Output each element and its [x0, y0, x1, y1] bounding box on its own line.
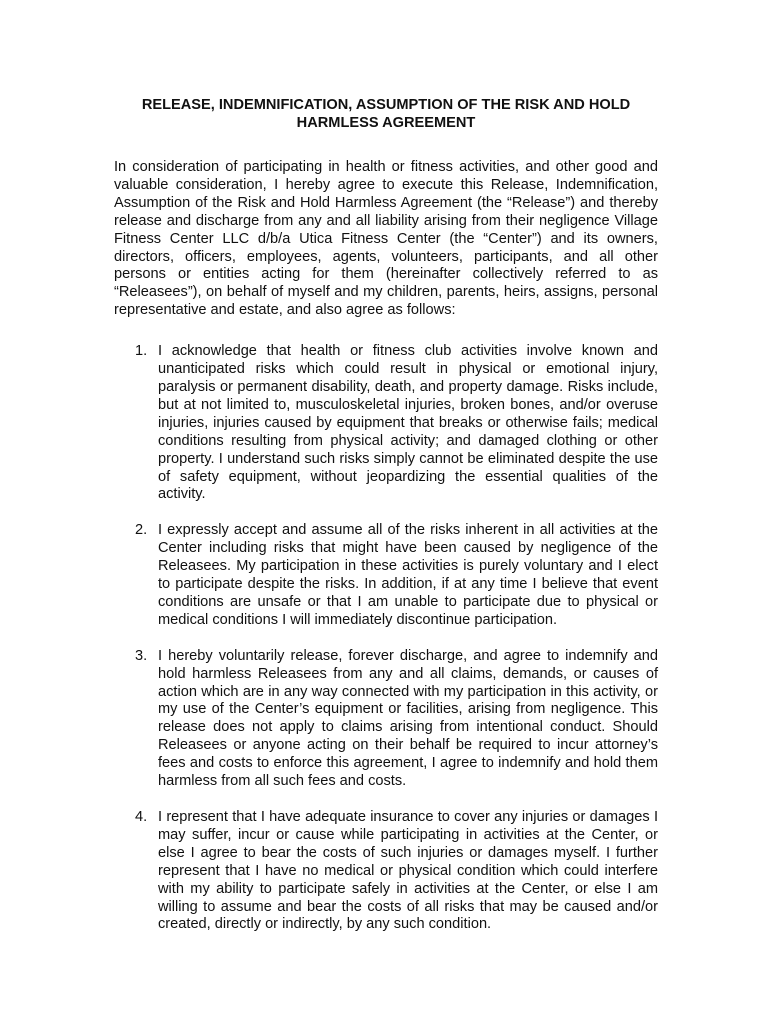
document-title	[114, 96, 658, 132]
item-number: 1.	[135, 343, 148, 360]
title-line-2: HARMLESS AGREEMENT	[296, 115, 476, 131]
list-item	[114, 522, 658, 629]
item-text: I hereby voluntarily release, forever discharge, and agree to indemnify and hold harmless Releasees from any and all claims, demands, or causes of action which are in any way connected with my participation in this activity, or my use of the Center’s equipment or facilities, arising from negligence. This release does not apply to claims arising from intentional conduct. Should Releasees or anyone acting on their behalf be required to incur attorney’s fees and costs to enforce this agreement, I agree to indemnify and hold them harmless from all such fees and costs.	[158, 647, 658, 790]
item-number: 3.	[135, 647, 148, 664]
title-line-1: RELEASE, INDEMNIFICATION, ASSUMPTION OF THE RISK AND HOLD	[141, 97, 631, 113]
list-item	[114, 343, 658, 504]
item-text: I represent that I have adequate insurance to cover any injuries or damages I may suffer, incur or cause while participating in activities at the Center, or else I agree to bear the costs of such injuries or damages myself. I further represent that I have no medical or physical condition which could interfere with my ability to participate safely in activities at the Center, or else I am willing to assume and bear the costs of all risks that may be caused and/or created, directly or indirectly, by any such condition.	[158, 809, 658, 933]
list-item	[114, 809, 658, 934]
intro-paragraph: In consideration of participating in health or fitness activities, and other good and valuable consideration, I hereby agree to execute this Release, Indemnification, Assumption of the Risk and Hold Harmless Agreement (the “Release”) and thereby release and discharge from any and all liability arising from their negligence Village Fitness Center LLC d/b/a Utica Fitness Center (the “Center”) and its owners, directors, officers, employees, agents, volunteers, participants, and all other persons or entities acting for them (hereinafter collectively referred to as “Releasees”), on behalf of myself and my children, parents, heirs, assigns, personal representative and estate, and also agree as follows:	[114, 159, 658, 319]
terms-list	[114, 343, 658, 934]
item-text: I expressly accept and assume all of the risks inherent in all activities at the Center including risks that might have been caused by negligence of the Releasees. My participation in these activities is purely voluntary and I elect to participate despite the risks. In addition, if at any time I believe that event conditions are unsafe or that I am unable to participate due to physical or medical conditions I will immediately discontinue participation.	[158, 522, 658, 628]
item-text: I acknowledge that health or fitness club activities involve known and unanticipated risks which could result in physical or emotional injury, paralysis or permanent disability, death, and property damage. Risks include, but at not limited to, musculoskeletal injuries, broken bones, and/or overuse injuries, injuries caused by equipment that breaks or otherwise fails; medical conditions resulting from physical activity; and damaged clothing or other property. I understand such risks simply cannot be eliminated despite the use of safety equipment, without jeopardizing the essential qualities of the activity.	[158, 343, 658, 503]
item-number: 2.	[135, 522, 148, 539]
item-number: 4.	[135, 809, 148, 825]
document-page	[114, 96, 658, 952]
list-item	[114, 648, 658, 791]
